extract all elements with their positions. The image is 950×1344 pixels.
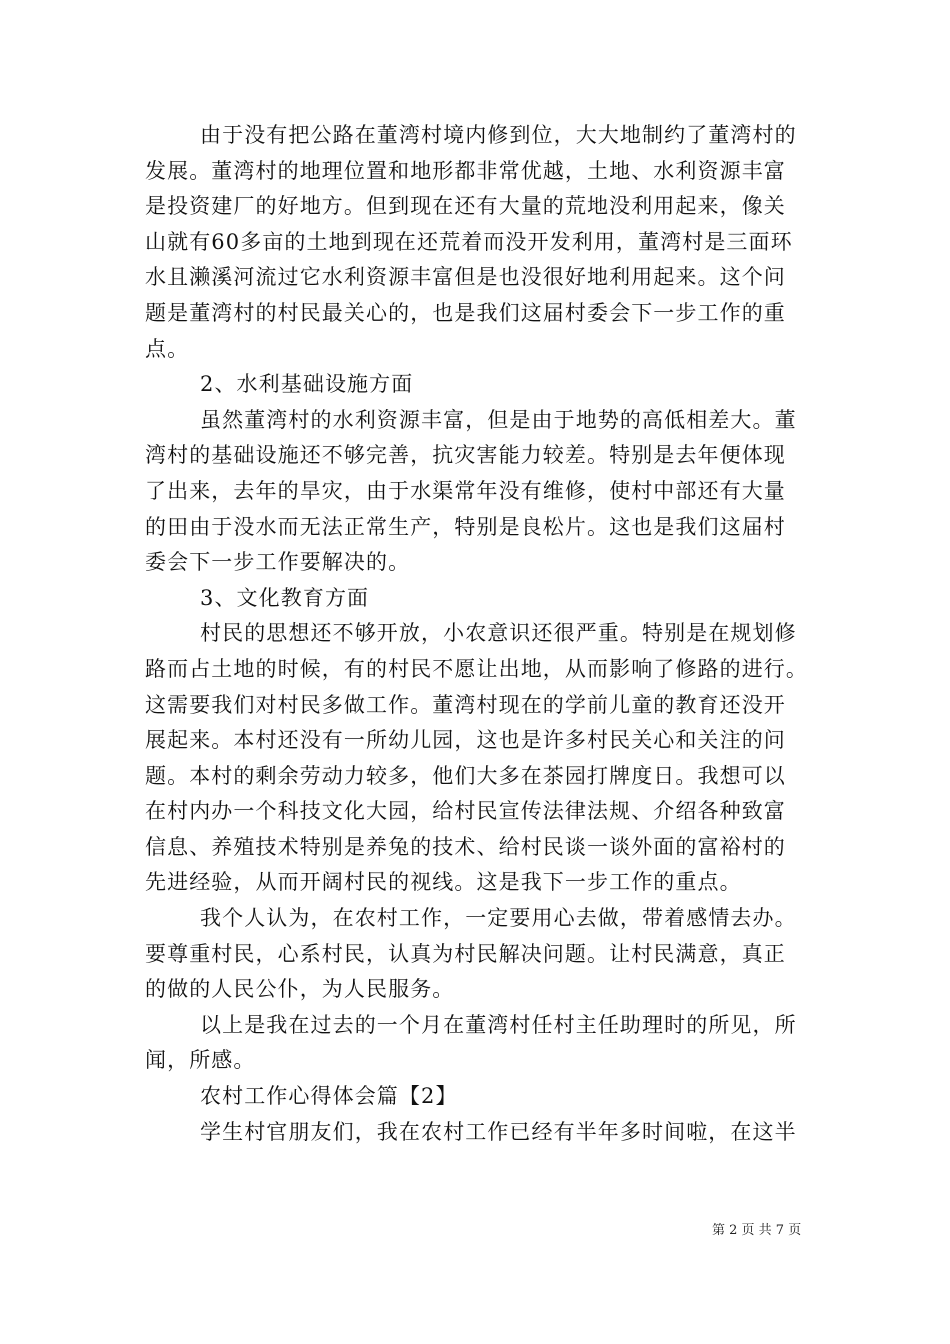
text-line: 村民的思想还不够开放，小农意识还很严重。特别是在规划修 xyxy=(200,621,797,646)
text-line: 学生村官朋友们，我在农村工作已经有半年多时间啦，在这半 xyxy=(200,1119,797,1144)
text-line: 闻，所感。 xyxy=(145,1048,256,1073)
text-line: 的做的人民公仆，为人民服务。 xyxy=(145,977,455,1002)
text-line: 2、水利基础设施方面 xyxy=(200,372,414,397)
text-line: 先进经验，从而开阔村民的视线。这是我下一步工作的重点。 xyxy=(145,870,742,895)
text-line: 农村工作心得体会篇【2】 xyxy=(200,1084,458,1109)
text-line: 展起来。本村还没有一所幼儿园，这也是许多村民关心和关注的问 xyxy=(145,728,786,753)
text-line: 了出来，去年的旱灾，由于水渠常年没有维修，使村中部还有大量 xyxy=(145,478,786,503)
text-line: 是投资建厂的好地方。但到现在还有大量的荒地没利用起来，像关 xyxy=(145,194,786,219)
text-line: 在村内办一个科技文化大园，给村民宣传法律法规、介绍各种致富 xyxy=(145,799,786,824)
text-line: 题是董湾村的村民最关心的，也是我们这届村委会下一步工作的重 xyxy=(145,300,786,325)
text-line: 的田由于没水而无法正常生产，特别是良松片。这也是我们这届村 xyxy=(145,514,786,539)
text-line: 这需要我们对村民多做工作。董湾村现在的学前儿童的教育还没开 xyxy=(145,692,786,717)
text-line: 虽然董湾村的水利资源丰富，但是由于地势的高低相差大。董 xyxy=(200,407,797,432)
text-line: 以上是我在过去的一个月在董湾村任村主任助理时的所见，所 xyxy=(200,1012,797,1037)
text-line: 点。 xyxy=(145,336,190,361)
document-body xyxy=(145,118,815,1150)
text-line: 我个人认为，在农村工作，一定要用心去做，带着感情去办。 xyxy=(200,906,797,931)
text-line: 山就有60多亩的土地到现在还荒着而没开发利用，董湾村是三面环 xyxy=(145,229,793,254)
text-line: 要尊重村民，心系村民，认真为村民解决问题。让村民满意，真正 xyxy=(145,941,786,966)
text-line: 委会下一步工作要解决的。 xyxy=(145,550,411,575)
text-line: 湾村的基础设施还不够完善，抗灾害能力较差。特别是去年便体现 xyxy=(145,443,786,468)
text-line: 由于没有把公路在董湾村境内修到位，大大地制约了董湾村的 xyxy=(200,123,797,147)
text-line: 3、文化教育方面 xyxy=(200,585,370,610)
text-line: 水且濑溪河流过它水利资源丰富但是也没很好地利用起来。这个问 xyxy=(145,265,786,290)
text-line: 发展。董湾村的地理位置和地形都非常优越，土地、水利资源丰富 xyxy=(145,158,786,183)
text-line: 信息、养殖技术特别是养兔的技术、给村民谈一谈外面的富裕村的 xyxy=(145,834,786,859)
page-number: 第 2 页 共 7 页 xyxy=(712,1223,802,1238)
text-line: 题。本村的剩余劳动力较多，他们大多在茶园打牌度日。我想可以 xyxy=(145,763,786,788)
text-line: 路而占土地的时候，有的村民不愿让出地，从而影响了修路的进行。 xyxy=(145,656,808,681)
